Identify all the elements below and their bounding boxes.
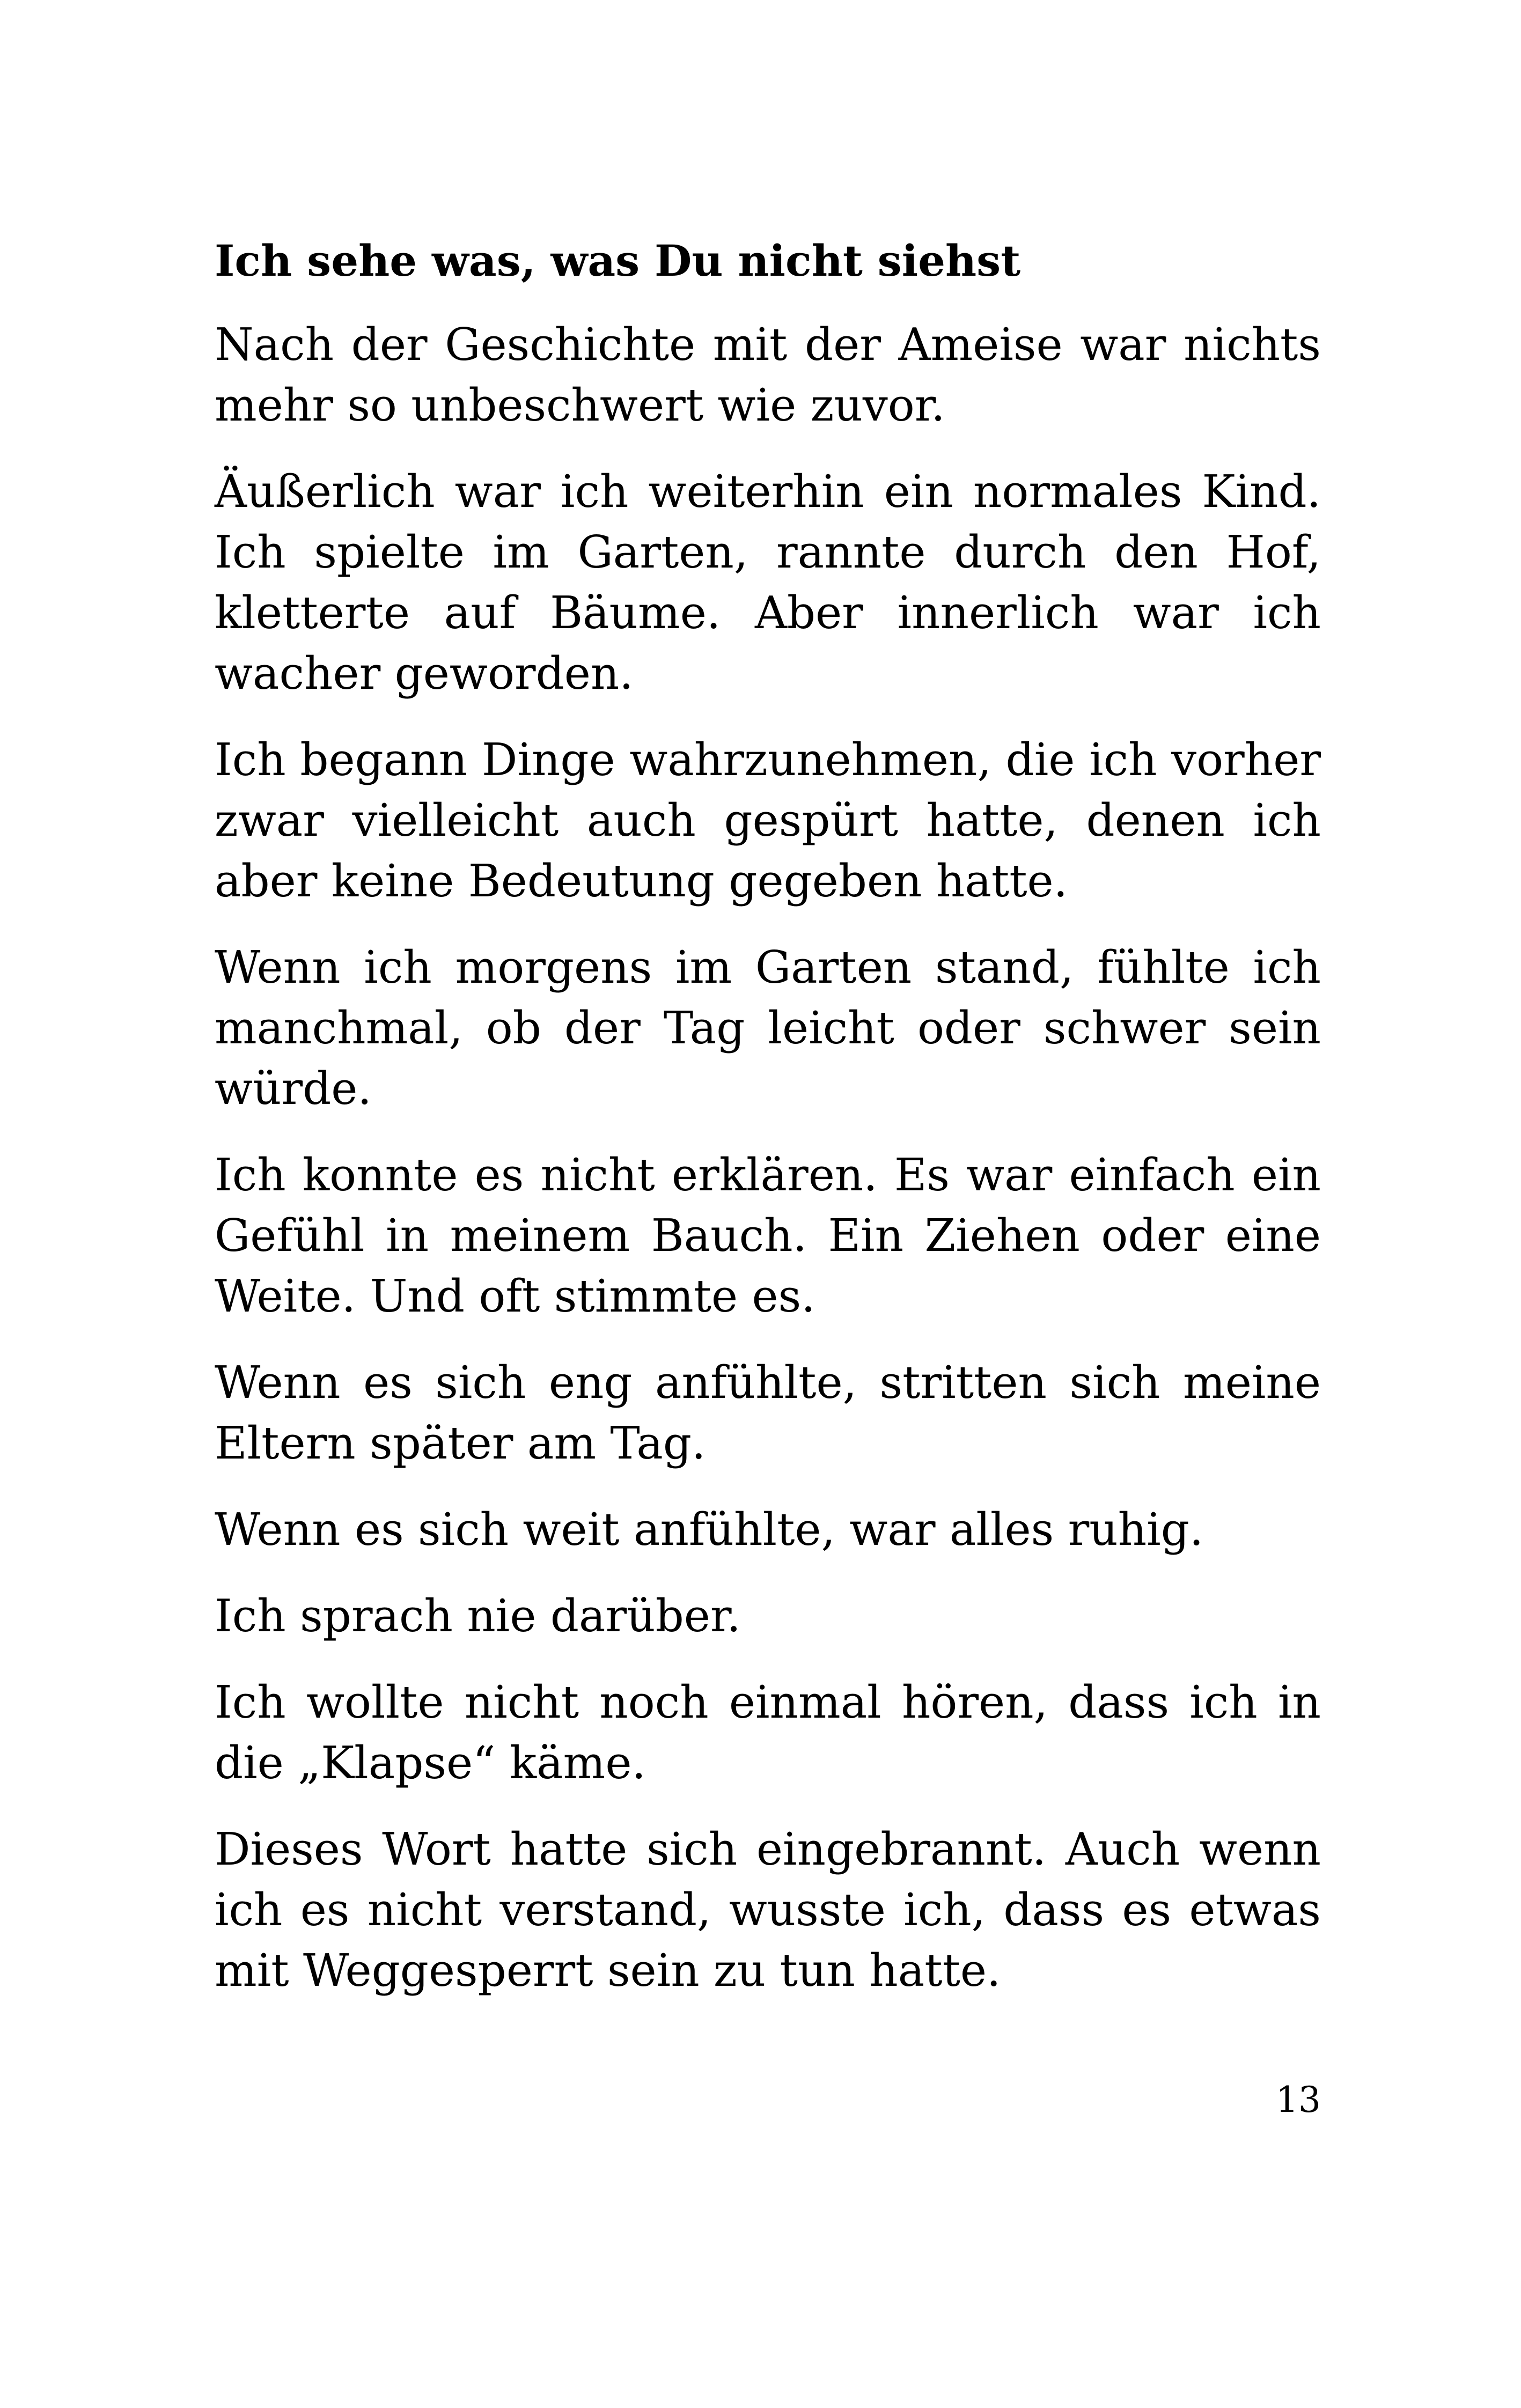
paragraph: Äußerlich war ich weiterhin ein normales Kind. Ich spielte im Garten, rannte durch den Hof, kletterte auf Bäume. Aber innerlich war ich wacher geworden.: [215, 466, 1321, 699]
paragraph: Ich wollte nicht noch einmal hören, dass ich in die „Klapse“ käme.: [215, 1676, 1321, 1789]
paragraph: Ich konnte es nicht erklären. Es war einfach ein Gefühl in meinem Bauch. Ein Ziehen oder eine Weite. Und oft stimmte es.: [215, 1149, 1321, 1322]
paragraph: Wenn es sich eng anfühlte, stritten sich meine Eltern später am Tag.: [215, 1357, 1321, 1469]
paragraph: Wenn es sich weit anfühlte, war alles ruhig.: [215, 1504, 1204, 1556]
paragraph: Nach der Geschichte mit der Ameise war nichts mehr so unbeschwert wie zuvor.: [215, 319, 1321, 431]
paragraph: Ich begann Dinge wahrzunehmen, die ich vorher zwar vielleicht auch gespürt hatte, denen ich aber keine Bedeutung gegeben hatte.: [215, 734, 1321, 907]
chapter-title: Ich sehe was, was Du nicht siehst: [215, 235, 1021, 286]
paragraph: Dieses Wort hatte sich eingebrannt. Auch wenn ich es nicht verstand, wusste ich, dass es etwas mit Weggesperrt sein zu tun hatte.: [215, 1823, 1321, 1997]
paragraph: Ich sprach nie darüber.: [215, 1590, 741, 1642]
paragraph: Wenn ich morgens im Garten stand, fühlte ich manchmal, ob der Tag leicht oder schwer sein würde.: [215, 941, 1321, 1115]
page-number: 13: [1276, 2079, 1321, 2120]
chapter-body: [215, 231, 1321, 2001]
